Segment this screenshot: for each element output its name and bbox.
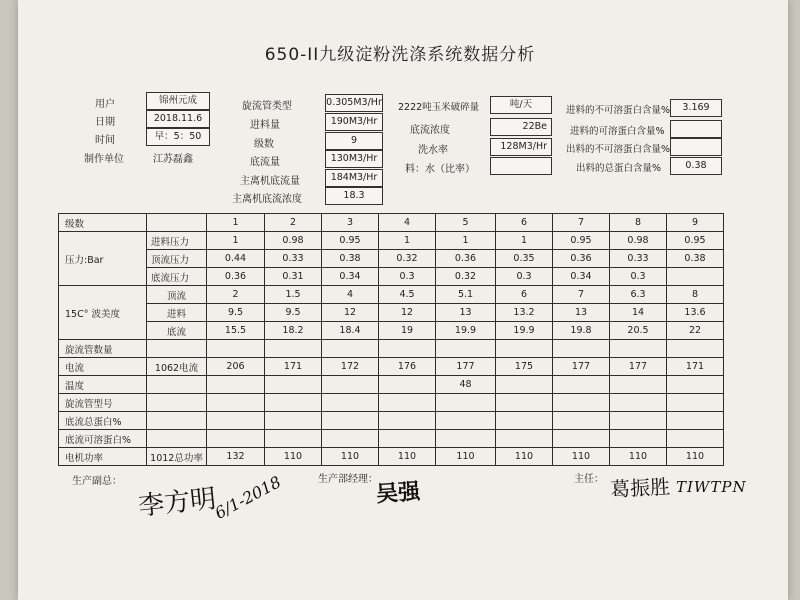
cell: 19.8 bbox=[553, 322, 610, 340]
cell: 12 bbox=[379, 304, 436, 322]
cell bbox=[322, 376, 379, 394]
stage-number: 8 bbox=[610, 214, 667, 232]
cell: 0.36 bbox=[207, 268, 265, 286]
cell: 20.5 bbox=[610, 322, 667, 340]
cell: 6.3 bbox=[610, 286, 667, 304]
stage-number: 7 bbox=[553, 214, 610, 232]
cyclone-type-label: 旋流管类型 bbox=[242, 101, 292, 112]
cyclone-count-label: 旋流管数量 bbox=[59, 340, 147, 358]
cell: 0.36 bbox=[436, 250, 496, 268]
stage-number: 9 bbox=[667, 214, 724, 232]
time-value: 早：5：50 bbox=[146, 128, 210, 146]
data-table bbox=[58, 213, 724, 466]
in-insol-value: 3.169 bbox=[670, 99, 722, 117]
stage-number: 4 bbox=[379, 214, 436, 232]
feed-value: 190M3/Hr bbox=[325, 113, 383, 131]
director-label: 主任： bbox=[574, 474, 604, 485]
table-row bbox=[59, 430, 724, 448]
cell: 13.6 bbox=[667, 304, 724, 322]
cell: 1 bbox=[496, 232, 553, 250]
row-label: 进料 bbox=[147, 304, 207, 322]
cyclone-type-value: 0.305M3/Hr bbox=[325, 94, 383, 112]
out-insol-label: 出料的不可溶蛋白含量% bbox=[566, 144, 671, 155]
director-signature-2: TIWTPN bbox=[676, 478, 747, 496]
cell bbox=[553, 376, 610, 394]
cell: 0.34 bbox=[322, 268, 379, 286]
stage-header-label: 级数 bbox=[59, 214, 147, 232]
cell bbox=[667, 268, 724, 286]
cell bbox=[379, 376, 436, 394]
power-label: 电机功率 bbox=[59, 448, 147, 466]
table-row bbox=[59, 412, 724, 430]
in-sol-value bbox=[670, 120, 722, 138]
table-row bbox=[59, 394, 724, 412]
cell bbox=[496, 376, 553, 394]
stage-number: 2 bbox=[265, 214, 322, 232]
in-sol-label: 进料的可溶蛋白含量% bbox=[570, 126, 665, 137]
cell: 18.4 bbox=[322, 322, 379, 340]
row-label: 底流压力 bbox=[147, 268, 207, 286]
cell: 0.3 bbox=[496, 268, 553, 286]
uf-conc-label: 底流浓度 bbox=[410, 125, 450, 136]
cell: 13 bbox=[553, 304, 610, 322]
cell: 110 bbox=[496, 448, 553, 466]
user-value: 锦州元成 bbox=[146, 92, 210, 110]
cell: 0.32 bbox=[436, 268, 496, 286]
cell: 0.95 bbox=[667, 232, 724, 250]
cell: 8 bbox=[667, 286, 724, 304]
cell: 19.9 bbox=[436, 322, 496, 340]
cell: 18.2 bbox=[265, 322, 322, 340]
ratio-value bbox=[490, 157, 552, 175]
pressure-group-label: 压力:Bar bbox=[59, 232, 147, 286]
cell: 171 bbox=[265, 358, 322, 376]
cell: 110 bbox=[379, 448, 436, 466]
cell: 6 bbox=[496, 286, 553, 304]
current-sub-label: 1062电流 bbox=[147, 358, 207, 376]
deputy-label: 生产副总： bbox=[72, 476, 122, 487]
cell: 1 bbox=[436, 232, 496, 250]
stage-number: 3 bbox=[322, 214, 379, 232]
table-row bbox=[59, 322, 724, 340]
cell: 0.38 bbox=[322, 250, 379, 268]
cell: 19 bbox=[379, 322, 436, 340]
cell: 0.44 bbox=[207, 250, 265, 268]
table-row bbox=[59, 268, 724, 286]
cell: 13.2 bbox=[496, 304, 553, 322]
table-row bbox=[59, 340, 724, 358]
stages-value: 9 bbox=[325, 132, 383, 150]
cell: 0.36 bbox=[553, 250, 610, 268]
cell: 172 bbox=[322, 358, 379, 376]
cell: 110 bbox=[553, 448, 610, 466]
out-total-label: 出料的总蛋白含量% bbox=[576, 163, 662, 174]
cell: 9.5 bbox=[207, 304, 265, 322]
cell bbox=[265, 376, 322, 394]
maker-value: 江苏磊鑫 bbox=[153, 154, 193, 165]
manager-signature: 吴强 bbox=[375, 478, 421, 508]
table-row bbox=[59, 304, 724, 322]
cell: 110 bbox=[265, 448, 322, 466]
stage-number: 5 bbox=[436, 214, 496, 232]
row-label: 进料压力 bbox=[147, 232, 207, 250]
centrifuge-flow-label: 主离机底流量 bbox=[240, 176, 300, 187]
table-row bbox=[59, 250, 724, 268]
cell: 9.5 bbox=[265, 304, 322, 322]
cell: 14 bbox=[610, 304, 667, 322]
cell: 0.98 bbox=[610, 232, 667, 250]
deputy-signature: 李方明 bbox=[136, 483, 218, 522]
cell bbox=[610, 376, 667, 394]
uf-total-protein-label: 底流总蛋白% bbox=[59, 412, 147, 430]
maker-label: 制作单位 bbox=[84, 154, 124, 165]
table-row bbox=[59, 286, 724, 304]
feed-label: 进料量 bbox=[250, 120, 280, 131]
temperature-label: 温度 bbox=[59, 376, 147, 394]
cell: 15.5 bbox=[207, 322, 265, 340]
cell: 175 bbox=[496, 358, 553, 376]
centrifuge-conc-value: 18.3 bbox=[325, 187, 383, 205]
cell: 110 bbox=[667, 448, 724, 466]
director-signature: 葛振胜 bbox=[609, 474, 671, 502]
cell: 0.38 bbox=[667, 250, 724, 268]
cell: 2 bbox=[207, 286, 265, 304]
stage-number: 1 bbox=[207, 214, 265, 232]
cell: 1 bbox=[379, 232, 436, 250]
ratio-label: 料：水（比率） bbox=[405, 164, 475, 175]
row-label: 底流 bbox=[147, 322, 207, 340]
centrifuge-flow-value: 184M3/Hr bbox=[325, 169, 383, 187]
page-title: 650-II九级淀粉洗涤系统数据分析 bbox=[264, 45, 536, 65]
cell: 177 bbox=[436, 358, 496, 376]
cell: 4.5 bbox=[379, 286, 436, 304]
cell: 177 bbox=[553, 358, 610, 376]
manager-label: 生产部经理： bbox=[318, 474, 378, 485]
cell: 0.35 bbox=[496, 250, 553, 268]
in-insol-label: 进料的不可溶蛋白含量% bbox=[566, 105, 671, 116]
cell: 110 bbox=[322, 448, 379, 466]
out-total-value: 0.38 bbox=[670, 157, 722, 175]
user-label: 用户 bbox=[95, 99, 115, 110]
cell: 0.98 bbox=[265, 232, 322, 250]
cell: 110 bbox=[436, 448, 496, 466]
cell: 0.32 bbox=[379, 250, 436, 268]
cell: 0.34 bbox=[553, 268, 610, 286]
table-row bbox=[59, 376, 724, 394]
current-label: 电流 bbox=[59, 358, 147, 376]
row-label: 顶流压力 bbox=[147, 250, 207, 268]
cell: 0.3 bbox=[379, 268, 436, 286]
deputy-sign-date: 6/1-2018 bbox=[211, 472, 285, 523]
cell: 7 bbox=[553, 286, 610, 304]
cell: 0.95 bbox=[553, 232, 610, 250]
centrifuge-conc-label: 主离机底流浓度 bbox=[232, 194, 302, 205]
table-row bbox=[59, 358, 724, 376]
cell bbox=[667, 376, 724, 394]
cell: 5.1 bbox=[436, 286, 496, 304]
power-sub-label: 1012总功率 bbox=[147, 448, 207, 466]
cell: 0.33 bbox=[610, 250, 667, 268]
cell: 48 bbox=[436, 376, 496, 394]
table-row bbox=[59, 448, 724, 466]
cell: 22 bbox=[667, 322, 724, 340]
date-value: 2018.11.6 bbox=[146, 110, 210, 128]
cell: 132 bbox=[207, 448, 265, 466]
cell: 206 bbox=[207, 358, 265, 376]
corn-label: 2222吨玉米破碎量 bbox=[398, 102, 480, 113]
cell: 19.9 bbox=[496, 322, 553, 340]
table-row bbox=[59, 232, 724, 250]
stage-number: 6 bbox=[496, 214, 553, 232]
cell: 171 bbox=[667, 358, 724, 376]
cell: 0.31 bbox=[265, 268, 322, 286]
row-label: 顶流 bbox=[147, 286, 207, 304]
cyclone-model-label: 旋流管型号 bbox=[59, 394, 147, 412]
cell: 4 bbox=[322, 286, 379, 304]
out-insol-value bbox=[670, 138, 722, 156]
cell: 0.33 bbox=[265, 250, 322, 268]
cell: 1 bbox=[207, 232, 265, 250]
cell: 0.95 bbox=[322, 232, 379, 250]
cell: 110 bbox=[610, 448, 667, 466]
underflow-value: 130M3/Hr bbox=[325, 150, 383, 168]
corn-value: 吨/天 bbox=[490, 96, 552, 114]
cell: 1.5 bbox=[265, 286, 322, 304]
uf-conc-value: 22Be bbox=[490, 118, 552, 136]
stage-header-row bbox=[59, 214, 724, 232]
wash-water-value: 128M3/Hr bbox=[490, 138, 552, 156]
time-label: 时间 bbox=[95, 135, 115, 146]
uf-soluble-protein-label: 底流可溶蛋白% bbox=[59, 430, 147, 448]
cell: 0.3 bbox=[610, 268, 667, 286]
date-label: 日期 bbox=[95, 117, 115, 128]
wash-water-label: 洗水率 bbox=[418, 145, 448, 156]
cell bbox=[207, 376, 265, 394]
concentration-group-label: 15C° 波美度 bbox=[59, 286, 147, 340]
cell: 13 bbox=[436, 304, 496, 322]
stages-label: 级数 bbox=[254, 139, 274, 150]
cell: 176 bbox=[379, 358, 436, 376]
cell: 177 bbox=[610, 358, 667, 376]
underflow-label: 底流量 bbox=[250, 157, 280, 168]
cell: 12 bbox=[322, 304, 379, 322]
